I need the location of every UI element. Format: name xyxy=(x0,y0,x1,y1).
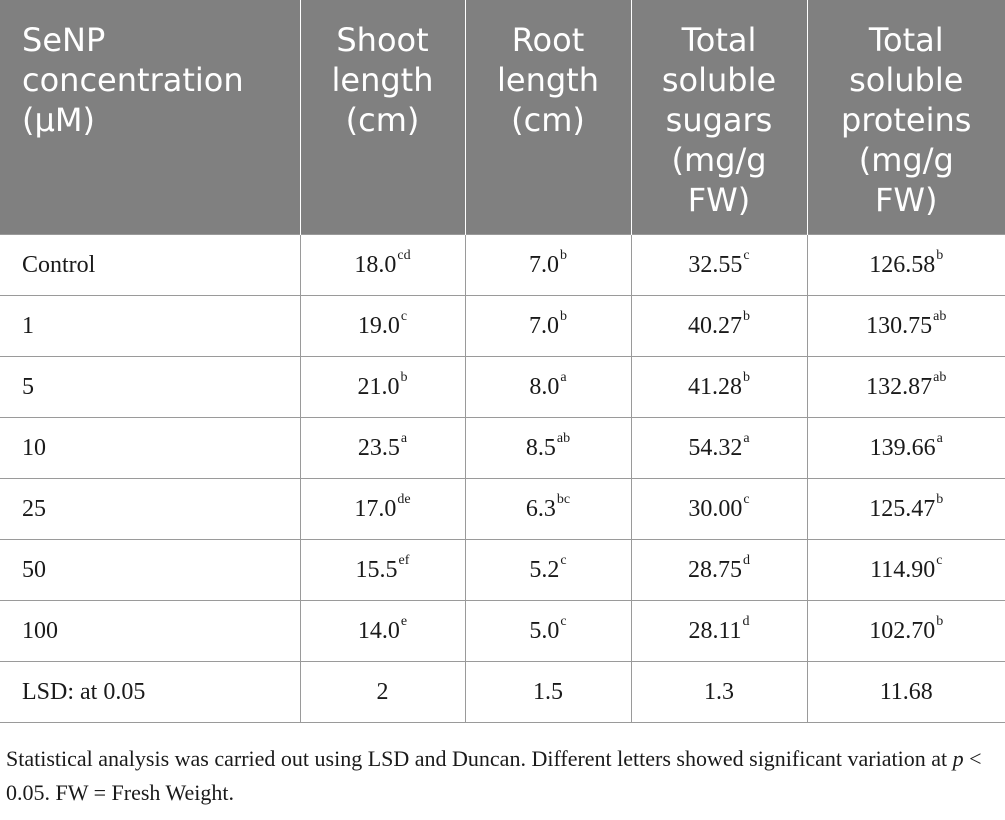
significance-letter: b xyxy=(936,613,944,629)
value-cell xyxy=(807,601,1005,662)
value-cell xyxy=(631,601,807,662)
table-row xyxy=(0,601,1005,662)
value-cell xyxy=(300,357,465,418)
significance-letter: c xyxy=(560,552,567,568)
cell-value: 19.0 xyxy=(357,312,400,339)
row-label-cell: 100 xyxy=(0,601,300,662)
value-cell xyxy=(465,296,631,357)
cell-value: 8.5 xyxy=(525,434,556,461)
footnote-p-symbol: p xyxy=(952,746,964,771)
cell-value: 102.70 xyxy=(869,617,936,644)
significance-letter: bc xyxy=(556,491,571,507)
significance-letter: c xyxy=(936,552,943,568)
table-row xyxy=(0,357,1005,418)
table-row xyxy=(0,296,1005,357)
value-cell xyxy=(807,235,1005,296)
cell-value: 126.58 xyxy=(869,251,936,278)
cell-value: 21.0 xyxy=(357,373,400,400)
table-row xyxy=(0,418,1005,479)
significance-letter: a xyxy=(560,369,567,385)
row-label-cell: 1 xyxy=(0,296,300,357)
value-cell xyxy=(300,479,465,540)
table-footnote xyxy=(6,742,996,810)
header-senp-concentration: SeNP concentration (μM) xyxy=(0,0,300,235)
value-cell xyxy=(631,296,807,357)
table-row xyxy=(0,662,1005,723)
cell-value: 1.5 xyxy=(533,678,563,705)
cell-value: 40.27 xyxy=(688,312,742,339)
significance-letter: ab xyxy=(556,430,571,446)
value-cell xyxy=(465,479,631,540)
cell-value: 32.55 xyxy=(688,251,743,278)
value-cell xyxy=(300,540,465,601)
cell-value: 114.90 xyxy=(870,556,936,583)
table-row xyxy=(0,540,1005,601)
value-cell xyxy=(807,662,1005,723)
cell-value: 14.0 xyxy=(357,617,400,644)
value-cell xyxy=(300,662,465,723)
value-cell xyxy=(807,479,1005,540)
value-cell xyxy=(300,296,465,357)
value-cell xyxy=(631,418,807,479)
significance-letter: d xyxy=(743,552,750,568)
header-total-soluble-sugars: Total soluble sugars (mg/g FW) xyxy=(631,0,807,235)
cell-value: 7.0 xyxy=(529,312,559,339)
cell-value: 28.11 xyxy=(688,617,742,644)
significance-letter: a xyxy=(400,430,408,446)
value-cell xyxy=(807,540,1005,601)
significance-letter: b xyxy=(936,247,944,263)
significance-letter: e xyxy=(400,613,408,629)
row-label-cell: 25 xyxy=(0,479,300,540)
table-row xyxy=(0,479,1005,540)
cell-value: 15.5 xyxy=(355,556,398,583)
value-cell xyxy=(465,601,631,662)
significance-letter: b xyxy=(560,308,567,324)
cell-value: 2 xyxy=(376,678,389,705)
cell-value: 23.5 xyxy=(357,434,400,461)
value-cell xyxy=(807,357,1005,418)
header-shoot-length: Shoot length (cm) xyxy=(300,0,465,235)
table-body xyxy=(0,235,1005,723)
significance-letter: ab xyxy=(933,308,947,324)
value-cell xyxy=(300,601,465,662)
cell-value: 1.3 xyxy=(704,678,734,705)
value-cell xyxy=(631,540,807,601)
cell-value: 8.0 xyxy=(529,373,560,400)
significance-letter: cd xyxy=(397,247,411,263)
value-cell xyxy=(631,662,807,723)
table-row xyxy=(0,235,1005,296)
value-cell xyxy=(807,296,1005,357)
cell-value: 17.0 xyxy=(354,495,397,522)
significance-letter: b xyxy=(743,369,750,385)
value-cell xyxy=(465,357,631,418)
cell-value: 5.0 xyxy=(529,617,560,644)
value-cell xyxy=(465,235,631,296)
significance-letter: de xyxy=(397,491,411,507)
value-cell xyxy=(300,418,465,479)
significance-letter: a xyxy=(936,430,943,446)
significance-letter: c xyxy=(560,613,567,629)
value-cell xyxy=(631,357,807,418)
cell-value: 54.32 xyxy=(688,434,743,461)
significance-letter: b xyxy=(560,247,567,263)
significance-letter: c xyxy=(400,308,408,324)
cell-value: 30.00 xyxy=(688,495,743,522)
row-label-cell: LSD: at 0.05 xyxy=(0,662,300,723)
value-cell xyxy=(631,235,807,296)
value-cell xyxy=(631,479,807,540)
row-label-cell: 10 xyxy=(0,418,300,479)
cell-value: 6.3 xyxy=(525,495,556,522)
footnote-text-part1: Statistical analysis was carried out using LSD and Duncan. Different letters showed significant variation at xyxy=(6,746,953,771)
cell-value: 132.87 xyxy=(866,373,933,400)
header-total-soluble-proteins: Total soluble proteins (mg/g FW) xyxy=(807,0,1005,235)
cell-value: 139.66 xyxy=(869,434,936,461)
value-cell xyxy=(465,662,631,723)
value-cell xyxy=(465,540,631,601)
significance-letter: b xyxy=(400,369,408,385)
cell-value: 11.68 xyxy=(879,678,933,705)
row-label-cell: Control xyxy=(0,235,300,296)
header-root-length: Root length (cm) xyxy=(465,0,631,235)
cell-value: 125.47 xyxy=(869,495,936,522)
header-row xyxy=(0,0,1005,235)
significance-letter: b xyxy=(743,308,750,324)
row-label-cell: 5 xyxy=(0,357,300,418)
significance-letter: c xyxy=(743,247,750,263)
value-cell xyxy=(300,235,465,296)
significance-letter: c xyxy=(743,491,750,507)
cell-value: 7.0 xyxy=(529,251,559,278)
significance-letter: ef xyxy=(398,552,410,568)
footnote-text-part2: < 0.05. FW = Fresh Weight. xyxy=(6,746,982,805)
significance-letter: d xyxy=(742,613,750,629)
value-cell xyxy=(465,418,631,479)
cell-value: 41.28 xyxy=(688,373,742,400)
row-label-cell: 50 xyxy=(0,540,300,601)
significance-letter: a xyxy=(743,430,750,446)
significance-letter: b xyxy=(936,491,944,507)
value-cell xyxy=(807,418,1005,479)
cell-value: 28.75 xyxy=(688,556,742,583)
cell-value: 18.0 xyxy=(354,251,397,278)
cell-value: 130.75 xyxy=(866,312,933,339)
cell-value: 5.2 xyxy=(529,556,560,583)
significance-letter: ab xyxy=(933,369,947,385)
